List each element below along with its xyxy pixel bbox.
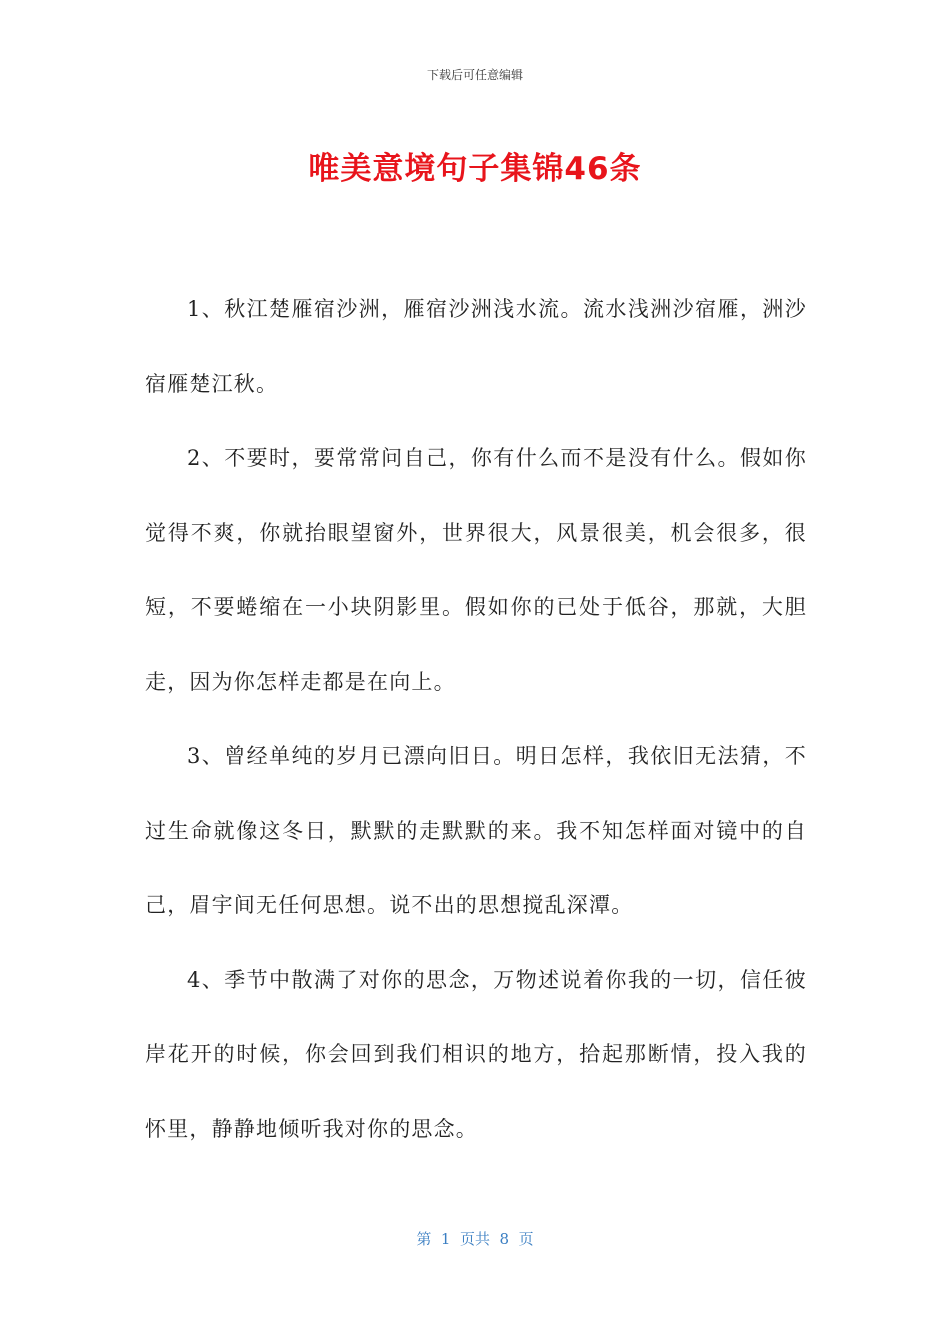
paragraph-1: 1、秋江楚雁宿沙洲，雁宿沙洲浅水流。流水浅洲沙宿雁，洲沙宿雁楚江秋。: [145, 297, 807, 396]
paragraph-3: 3、曾经单纯的岁月已漂向旧日。明日怎样，我依旧无法猜，不过生命就像这冬日，默默的走默默的来。我不知怎样面对镜中的自己，眉宇间无任何思想。说不出的思想搅乱深潭。: [145, 744, 807, 917]
page-title: 唯美意境句子集锦46条: [308, 151, 642, 187]
header-note: 下载后可任意编辑: [426, 68, 523, 82]
page-footer: 第 1 页共 8 页: [416, 1230, 534, 1248]
document-body: [145, 272, 807, 1166]
paragraph-2: 2、不要时，要常常问自己，你有什么而不是没有什么。假如你觉得不爽，你就抬眼望窗外，世界很大，风景很美，机会很多，很短，不要蜷缩在一小块阴影里。假如你的已处于低谷，那就，大胆走，因为你怎样走都是在向上。: [145, 446, 807, 694]
paragraph-4: 4、季节中散满了对你的思念，万物述说着你我的一切，信任彼岸花开的时候，你会回到我们相识的地方，拾起那断情，投入我的怀里，静静地倾听我对你的思念。: [145, 967, 807, 1141]
